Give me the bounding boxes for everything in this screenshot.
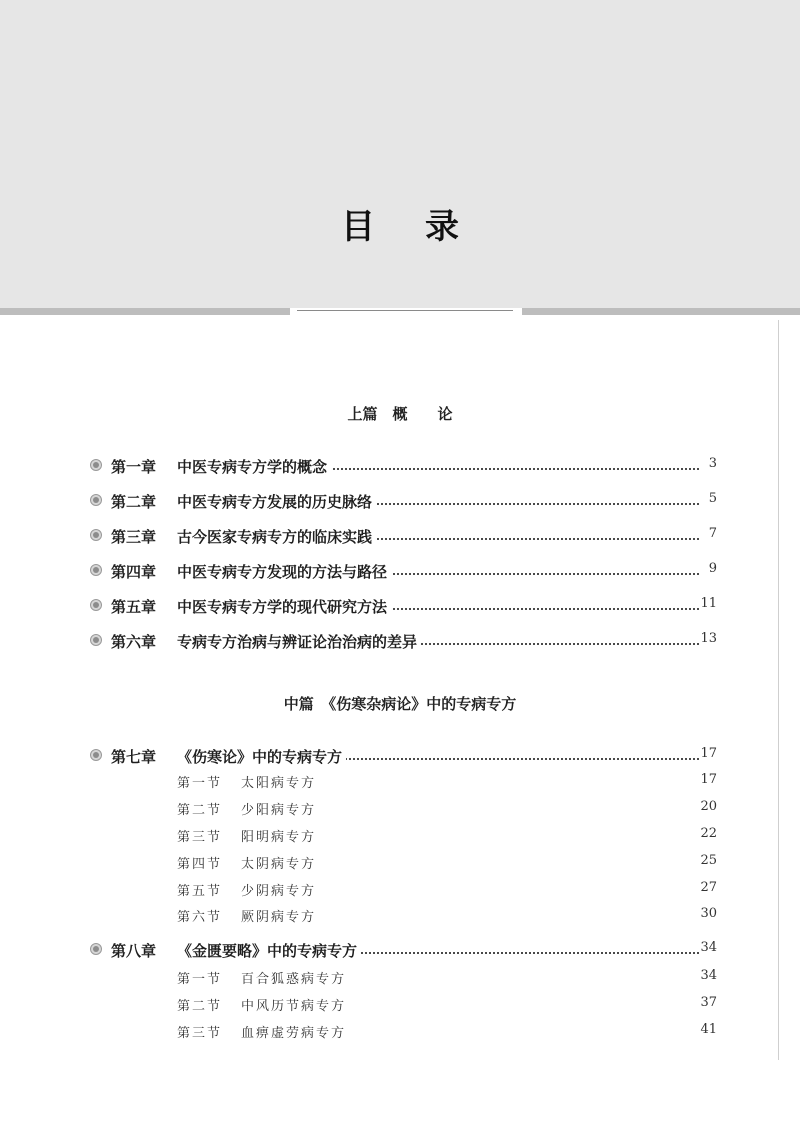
section-page-number: 34: [700, 968, 717, 983]
chapter-label: 第七章: [111, 748, 157, 766]
chapter-entry[interactable]: [90, 456, 717, 476]
section-entry[interactable]: [177, 853, 717, 871]
section-label: 第二节: [177, 999, 223, 1014]
chapter-entry[interactable]: [90, 940, 717, 960]
section-entry[interactable]: [177, 995, 717, 1013]
page-title: 目录: [341, 207, 509, 247]
chapter-title: 专病专方治病与辨证论治治病的差异: [177, 631, 421, 652]
section-label: 第一节: [177, 972, 223, 987]
bullet-icon: [90, 494, 102, 506]
chapter-page-number: 13: [700, 631, 717, 646]
section-entry[interactable]: [177, 799, 717, 817]
chapter-title: 中医专病专方发展的历史脉络: [177, 491, 376, 512]
bullet-icon: [90, 634, 102, 646]
section-title: 少阴病专方: [241, 884, 317, 899]
chapter-page-number: 3: [708, 456, 717, 471]
chapter-title: 中医专病专方发现的方法与路径: [177, 561, 391, 582]
section-page-number: 41: [700, 1022, 717, 1037]
section-title: 太阴病专方: [241, 857, 317, 872]
bullet-icon: [90, 459, 102, 471]
section-entry[interactable]: [177, 826, 717, 844]
section-title: 阳明病专方: [241, 830, 317, 845]
chapter-label: 第五章: [111, 598, 157, 616]
chapter-page-number: 34: [700, 940, 717, 955]
chapter-entry[interactable]: [90, 526, 717, 546]
chapter-entry[interactable]: [90, 491, 717, 511]
chapter-title: 《金匮要略》中的专病专方: [177, 940, 361, 961]
chapter-entry[interactable]: [90, 596, 717, 616]
chapter-label: 第二章: [111, 493, 157, 511]
section-entry[interactable]: [177, 968, 717, 986]
section-page-number: 25: [700, 853, 717, 868]
section-title: 血痹虚劳病专方: [241, 1026, 347, 1041]
part-heading: 中篇 《伤寒杂病论》中的专病专方: [283, 695, 517, 713]
section-page-number: 30: [700, 906, 717, 921]
chapter-label: 第一章: [111, 458, 157, 476]
chapter-label: 第六章: [111, 633, 157, 651]
section-title: 少阳病专方: [241, 803, 317, 818]
header-divider-left: [0, 308, 290, 315]
bullet-icon: [90, 943, 102, 955]
chapter-label: 第四章: [111, 563, 157, 581]
section-title: 厥阴病专方: [241, 910, 317, 925]
section-page-number: 37: [700, 995, 717, 1010]
section-page-number: 27: [700, 880, 717, 895]
section-label: 第六节: [177, 910, 223, 925]
chapter-title: 中医专病专方学的现代研究方法: [177, 596, 391, 617]
section-entry[interactable]: [177, 906, 717, 924]
chapter-entry[interactable]: [90, 561, 717, 581]
header-divider-center: [297, 310, 513, 311]
section-label: 第三节: [177, 830, 223, 845]
section-title: 百合狐惑病专方: [241, 972, 347, 987]
chapter-entry[interactable]: [90, 746, 717, 766]
chapter-label: 第三章: [111, 528, 157, 546]
bullet-icon: [90, 529, 102, 541]
chapter-title: 古今医家专病专方的临床实践: [177, 526, 376, 547]
section-page-number: 20: [700, 799, 717, 814]
section-page-number: 17: [700, 772, 717, 787]
section-label: 第一节: [177, 776, 223, 791]
bullet-icon: [90, 599, 102, 611]
header-divider-right: [522, 308, 800, 315]
chapter-page-number: 11: [700, 596, 717, 611]
section-entry[interactable]: [177, 880, 717, 898]
chapter-page-number: 9: [708, 561, 717, 576]
chapter-label: 第八章: [111, 942, 157, 960]
section-entry[interactable]: [177, 772, 717, 790]
part-heading: 上篇 概 论: [347, 405, 453, 423]
bullet-icon: [90, 564, 102, 576]
section-title: 中风历节病专方: [241, 999, 347, 1014]
chapter-page-number: 5: [708, 491, 717, 506]
bullet-icon: [90, 749, 102, 761]
right-margin-rule: [778, 320, 779, 1060]
chapter-title: 中医专病专方学的概念: [177, 456, 331, 477]
header-band: [0, 0, 800, 308]
chapter-title: 《伤寒论》中的专病专方: [177, 746, 346, 767]
section-label: 第二节: [177, 803, 223, 818]
chapter-page-number: 17: [700, 746, 717, 761]
section-page-number: 22: [700, 826, 717, 841]
chapter-entry[interactable]: [90, 631, 717, 651]
section-label: 第三节: [177, 1026, 223, 1041]
section-label: 第四节: [177, 857, 223, 872]
section-title: 太阳病专方: [241, 776, 317, 791]
section-entry[interactable]: [177, 1022, 717, 1040]
chapter-page-number: 7: [708, 526, 717, 541]
section-label: 第五节: [177, 884, 223, 899]
